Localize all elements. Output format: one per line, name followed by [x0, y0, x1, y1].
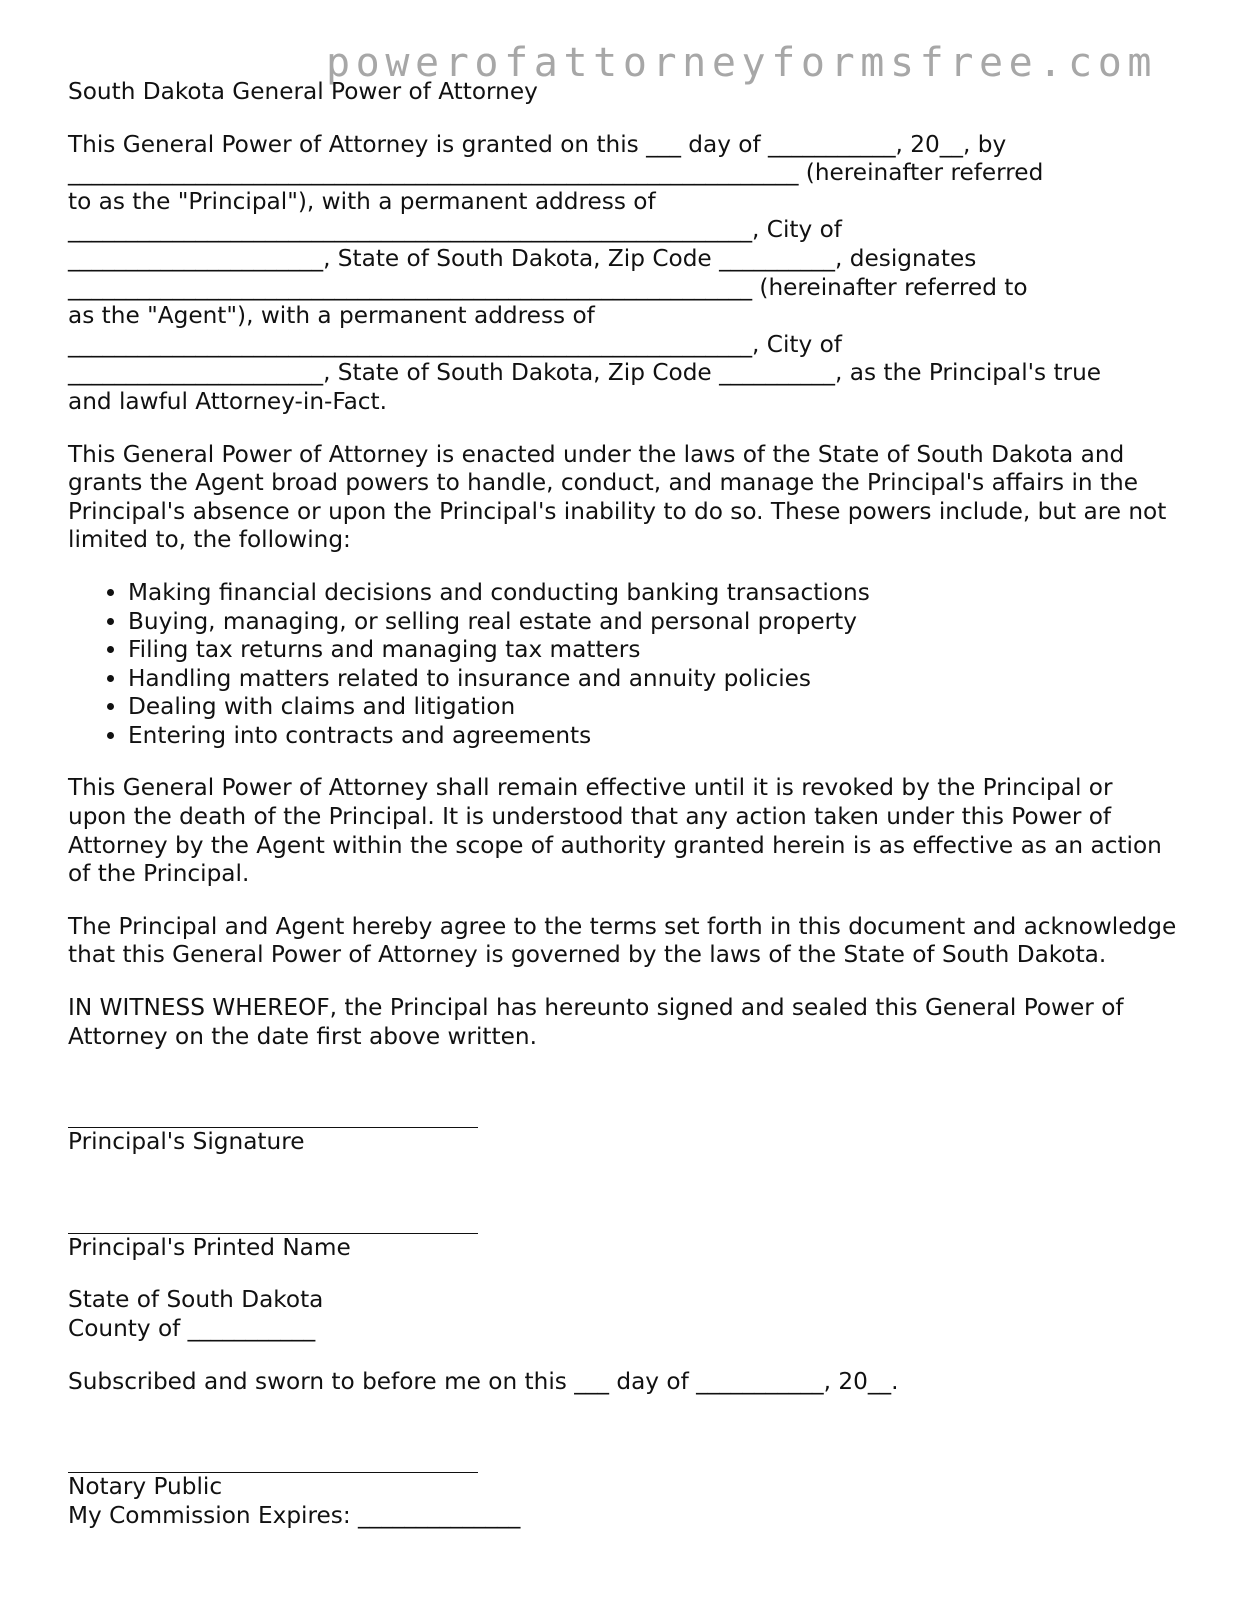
grant-line: ___________________________________________________________ (hereinafter referred to: [68, 273, 1028, 301]
grant-line: _______________________________________________________________ (hereinafter referred: [68, 159, 1044, 187]
county-line: County of ___________: [68, 1315, 316, 1342]
grant-paragraph: [68, 131, 1178, 417]
signature-line: [68, 1444, 478, 1473]
grant-line: ______________________, State of South Dakota, Zip Code __________, designates: [68, 244, 977, 272]
list-item: • Entering into contracts and agreements: [128, 722, 1178, 751]
principal-printed-name-label: Principal's Printed Name: [68, 1233, 351, 1261]
principal-printed-name-block: [68, 1205, 1178, 1263]
grant-line: and lawful Attorney-in-Fact.: [68, 387, 388, 415]
document-body: [68, 78, 1178, 1554]
commission-expires-line: My Commission Expires: ______________: [68, 1501, 521, 1529]
list-item: • Handling matters related to insurance and annuity policies: [128, 665, 1178, 694]
grant-line: as the "Agent"), with a permanent address of: [68, 302, 595, 330]
principal-signature-label: Principal's Signature: [68, 1128, 305, 1156]
notary-venue: [68, 1286, 1178, 1343]
grant-line: ___________________________________________________________, City of: [68, 330, 842, 358]
signature-line: [68, 1099, 478, 1128]
grant-line: This General Power of Attorney is granted on this ___ day of ___________, 20__, by: [68, 130, 1007, 158]
document-title: South Dakota General Power of Attorney: [68, 78, 538, 105]
agreement-paragraph: The Principal and Agent hereby agree to the terms set forth in this document and acknowledge that this General Power of Attorney is governed by the laws of the State of South Dakota.: [68, 912, 1177, 969]
powers-list: [68, 579, 1178, 751]
watermark: powerofattorneyformsfree.com: [326, 40, 1158, 86]
list-item: • Dealing with claims and litigation: [128, 693, 1178, 722]
sworn-line: Subscribed and sworn to before me on this ___ day of ___________, 20__.: [68, 1367, 899, 1395]
witness-paragraph: IN WITNESS WHEREOF, the Principal has hereunto signed and sealed this General Power of Attorney on the date first above written.: [68, 994, 1124, 1050]
powers-intro-paragraph: This General Power of Attorney is enacted under the laws of the State of South Dakota and grants the Agent broad powers to handle, conduct, and manage the Principal's affairs in the Principal's absence or upon the Principal's inability to do so. These powers include, but are not limited to, the following:: [68, 440, 1167, 554]
grant-line: to as the "Principal"), with a permanent address of: [68, 187, 656, 215]
signature-line: [68, 1205, 478, 1234]
grant-line: ______________________, State of South Dakota, Zip Code __________, as the Principal's true: [68, 359, 1102, 387]
notary-signature-block: [68, 1444, 1178, 1530]
principal-signature-block: [68, 1099, 1178, 1157]
grant-line: ___________________________________________________________, City of: [68, 216, 842, 244]
list-item: • Making financial decisions and conducting banking transactions: [128, 579, 1178, 608]
state-line: State of South Dakota: [68, 1286, 324, 1314]
list-item: • Buying, managing, or selling real estate and personal property: [128, 608, 1178, 637]
effective-paragraph: This General Power of Attorney shall remain effective until it is revoked by the Principal or upon the death of the Principal. It is understood that any action taken under this Power of Attorney by the Agent within the scope of authority granted herein is as effective as an action of the Principal.: [68, 774, 1162, 888]
notary-public-label: Notary Public: [68, 1473, 223, 1501]
list-item: • Filing tax returns and managing tax matters: [128, 636, 1178, 665]
